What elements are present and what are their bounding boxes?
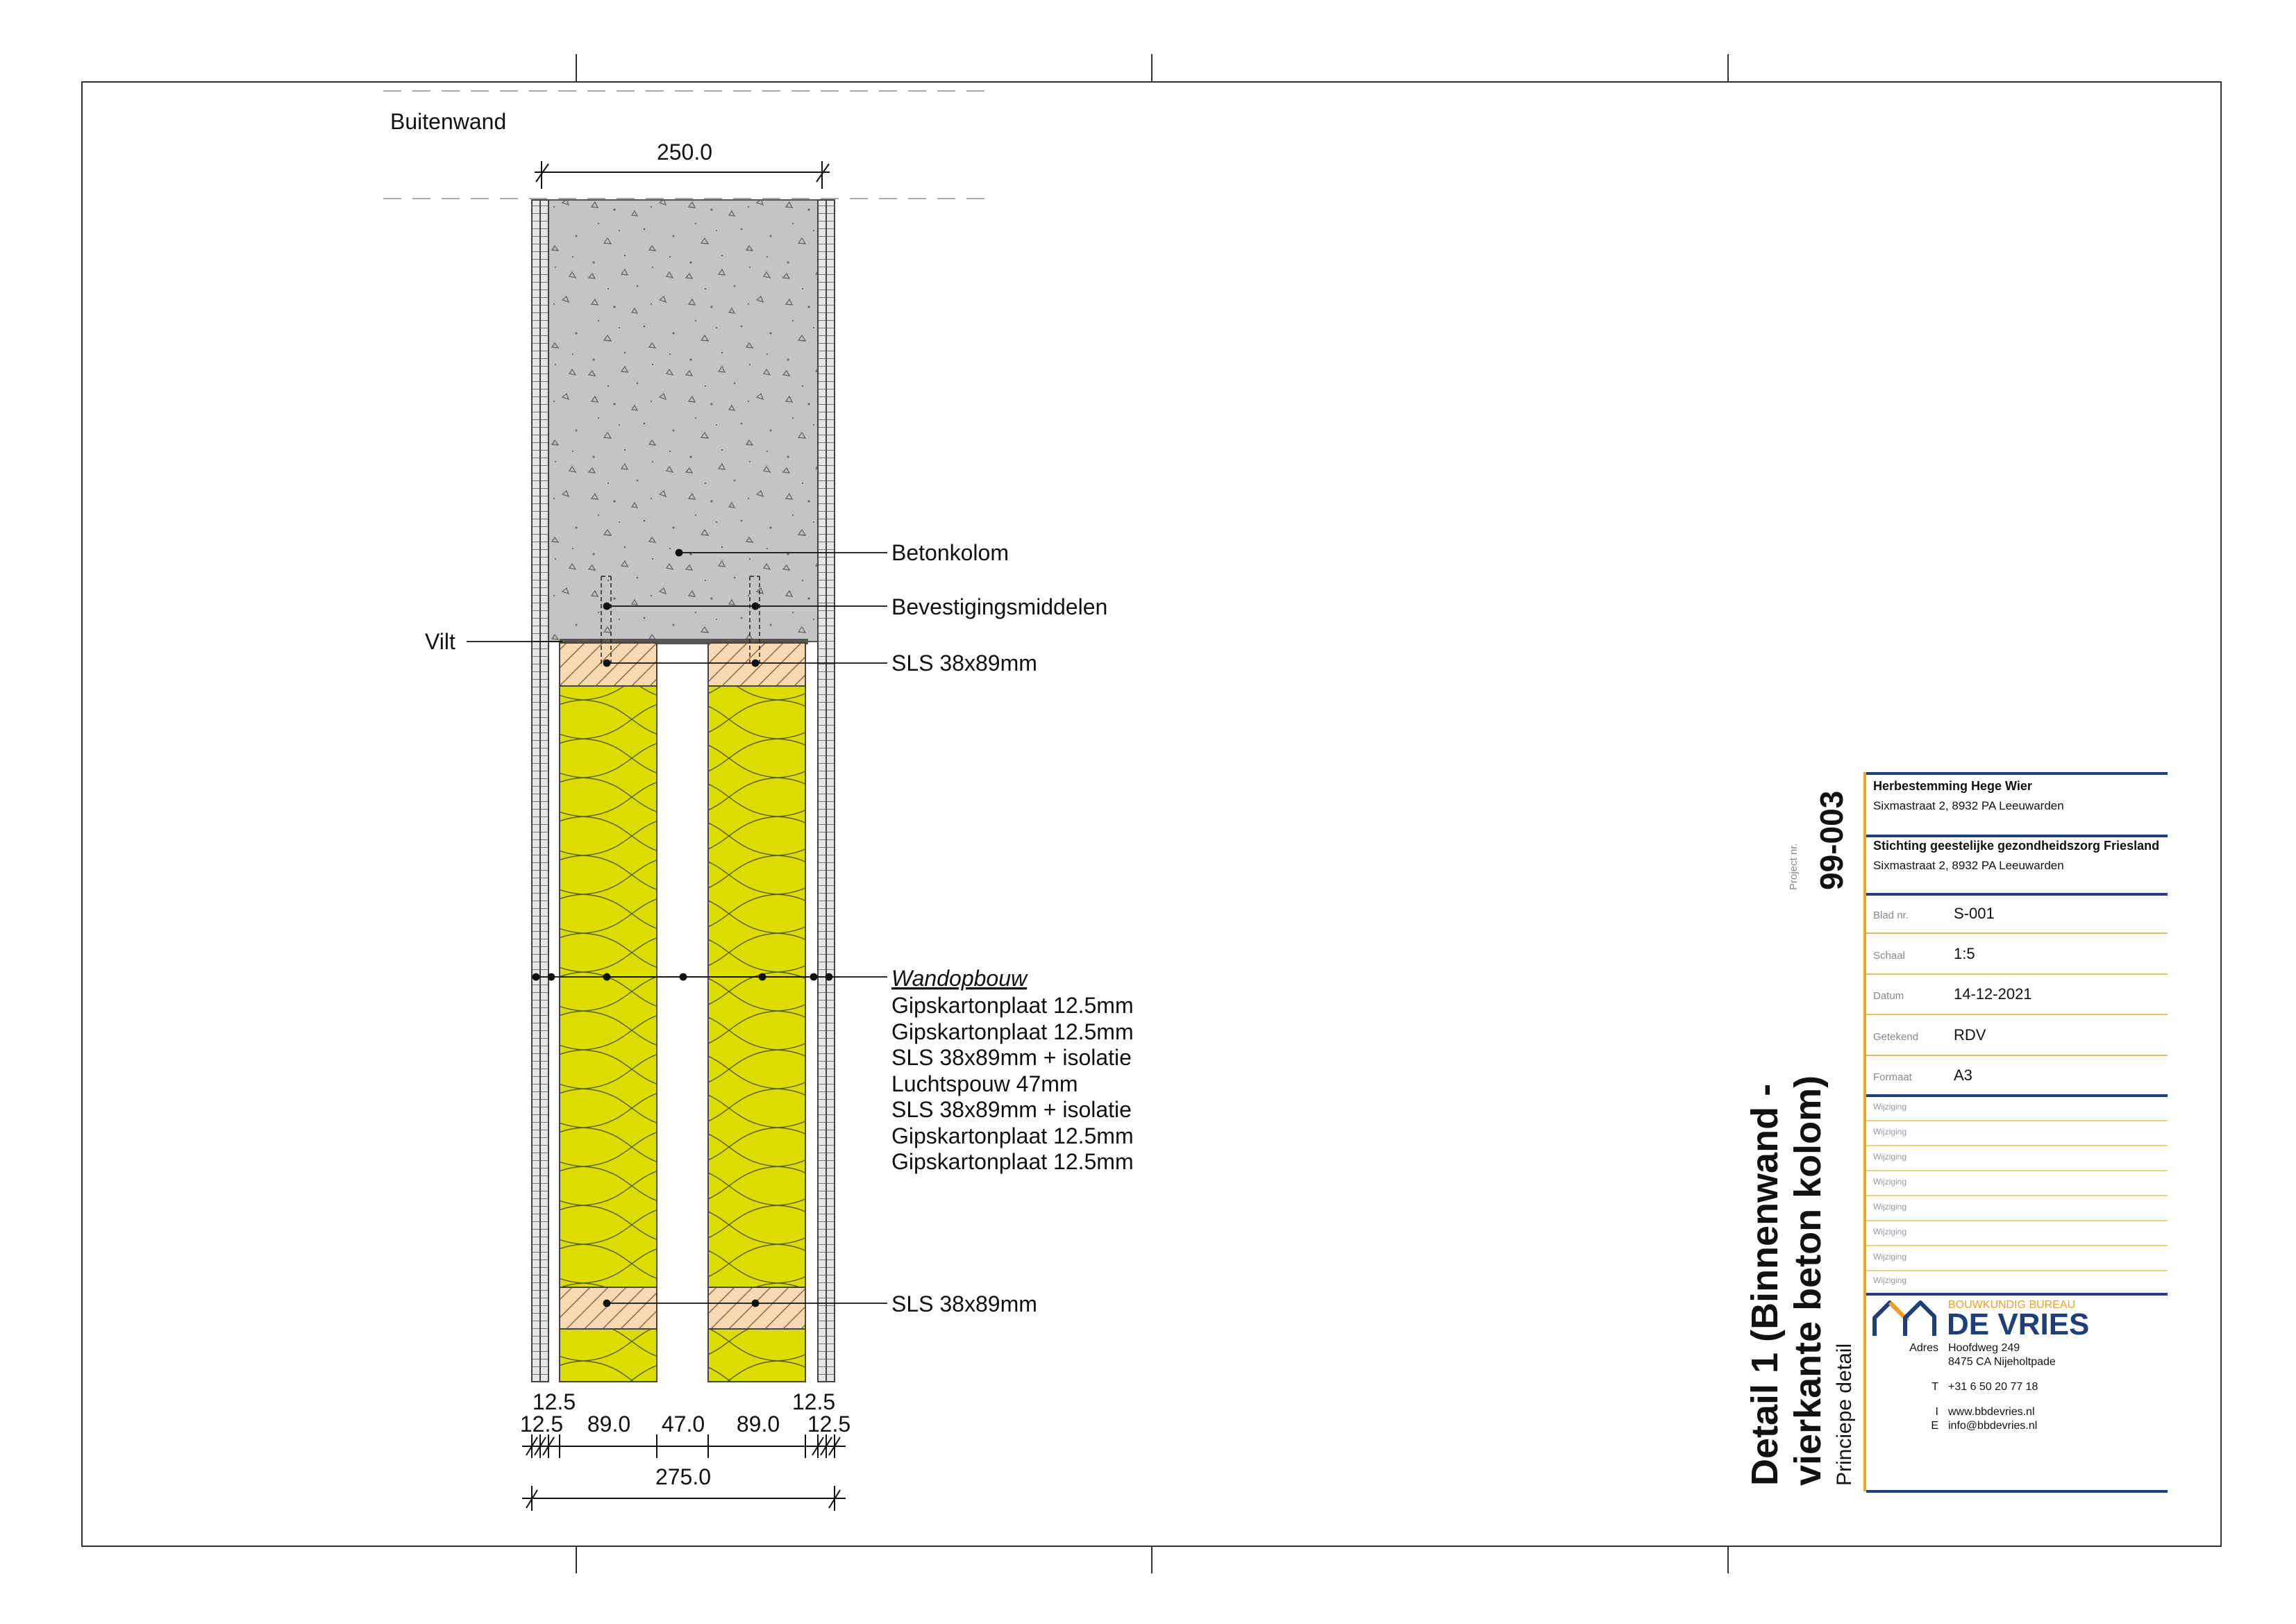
adres-label: Adres	[1909, 1342, 1938, 1354]
project-name: Herbestemming Hege Wier	[1873, 779, 2032, 793]
label-betonkolom: Betonkolom	[891, 540, 1009, 565]
project-nr-label: Project nr.	[1788, 843, 1800, 890]
field-key-getekend: Getekend	[1873, 1031, 1919, 1043]
field-value-schaal: 1:5	[1954, 945, 1975, 962]
dim-cavity: 47.0	[661, 1412, 705, 1437]
wandopbouw-layer: SLS 38x89mm + isolatie	[891, 1045, 1132, 1070]
gips-left-inner	[540, 200, 548, 1382]
label-vilt: Vilt	[425, 629, 455, 654]
wandopbouw-layer: SLS 38x89mm + isolatie	[891, 1097, 1132, 1122]
dim-top-value: 250.0	[656, 140, 713, 165]
revision-row: Wijziging	[1873, 1102, 1907, 1112]
wandopbouw-layer: Gipskartonplaat 12.5mm	[891, 1149, 1134, 1174]
gips-left-outer	[532, 200, 540, 1382]
email-label: E	[1931, 1420, 1938, 1432]
field-key-blad: Blad nr.	[1873, 910, 1909, 921]
revision-row: Wijziging	[1873, 1127, 1907, 1137]
dim-stud-right: 89.0	[736, 1412, 780, 1437]
revision-row: Wijziging	[1873, 1152, 1907, 1162]
insulation-left-bottom	[560, 1329, 657, 1382]
gips-right-outer	[826, 200, 835, 1382]
sls-right-bottom	[708, 1287, 805, 1329]
email-link[interactable]: info@bbdevries.nl	[1948, 1420, 2038, 1432]
company-tagline: BOUWKUNDIG BUREAU	[1948, 1299, 2076, 1311]
gips-right-inner	[818, 200, 826, 1382]
label-sls-top: SLS 38x89mm	[891, 651, 1037, 676]
revision-row: Wijziging	[1873, 1252, 1907, 1262]
drawing-title-line2: vierkante beton kolom)	[1787, 1075, 1829, 1486]
dim-gips-left-upper: 12.5	[532, 1389, 576, 1414]
dim-total: 275.0	[655, 1464, 712, 1489]
sheet-border	[82, 82, 2221, 1546]
revision-row: Wijziging	[1873, 1275, 1907, 1285]
field-value-formaat: A3	[1954, 1066, 1972, 1084]
client-address: Sixmastraat 2, 8932 PA Leeuwarden	[1873, 859, 2064, 872]
label-bevestigingsmiddelen: Bevestigingsmiddelen	[891, 594, 1108, 619]
sls-left-bottom	[560, 1287, 657, 1329]
field-key-schaal: Schaal	[1873, 950, 1905, 962]
tel-label: T	[1932, 1381, 1938, 1393]
wandopbouw-layer: Luchtspouw 47mm	[891, 1071, 1078, 1096]
field-value-blad: S-001	[1954, 905, 1995, 922]
adres-line2: 8475 CA Nijeholtpade	[1948, 1356, 2056, 1368]
adres-line1: Hoofdweg 249	[1948, 1342, 2020, 1354]
project-address: Sixmastraat 2, 8932 PA Leeuwarden	[1873, 799, 2064, 812]
field-value-getekend: RDV	[1954, 1026, 1986, 1044]
field-key-datum: Datum	[1873, 990, 1904, 1002]
dim-stud-left: 89.0	[587, 1412, 631, 1437]
project-nr: 99-003	[1813, 790, 1850, 890]
drawing-subtitle: Princiepe detail	[1833, 1343, 1856, 1486]
wandopbouw-layer: Gipskartonplaat 12.5mm	[891, 993, 1134, 1018]
wandopbouw-layer: Gipskartonplaat 12.5mm	[891, 1019, 1134, 1044]
label-sls-bottom: SLS 38x89mm	[891, 1291, 1037, 1316]
company-name: DE VRIES	[1947, 1307, 2090, 1341]
revision-row: Wijziging	[1873, 1202, 1907, 1212]
insulation-left	[560, 686, 657, 1287]
buitenwand-title: Buitenwand	[390, 109, 507, 134]
top-dimension	[535, 161, 830, 189]
dim-gips-right-lower: 12.5	[807, 1412, 851, 1437]
wandopbouw-heading: Wandopbouw	[891, 966, 1028, 991]
dim-gips-right-upper: 12.5	[791, 1389, 836, 1414]
web-label: I	[1935, 1406, 1938, 1418]
insulation-right-bottom	[708, 1329, 805, 1382]
dim-gips-left-lower: 12.5	[519, 1412, 564, 1437]
drawing-title-line1: Detail 1 (Binnenwand -	[1744, 1083, 1786, 1486]
revision-row: Wijziging	[1873, 1177, 1907, 1187]
beton-kolom	[547, 200, 819, 642]
tel-value: +31 6 50 20 77 18	[1948, 1381, 2038, 1393]
insulation-right	[708, 686, 805, 1287]
field-value-datum: 14-12-2021	[1954, 985, 2032, 1003]
client-name: Stichting geestelijke gezondheidszorg Friesland	[1873, 839, 2160, 853]
field-key-formaat: Formaat	[1873, 1071, 1912, 1083]
wandopbouw-layer: Gipskartonplaat 12.5mm	[891, 1123, 1134, 1148]
revision-row: Wijziging	[1873, 1227, 1907, 1237]
web-link[interactable]: www.bbdevries.nl	[1948, 1406, 2035, 1418]
company-logo-house-icon	[1875, 1303, 1934, 1336]
